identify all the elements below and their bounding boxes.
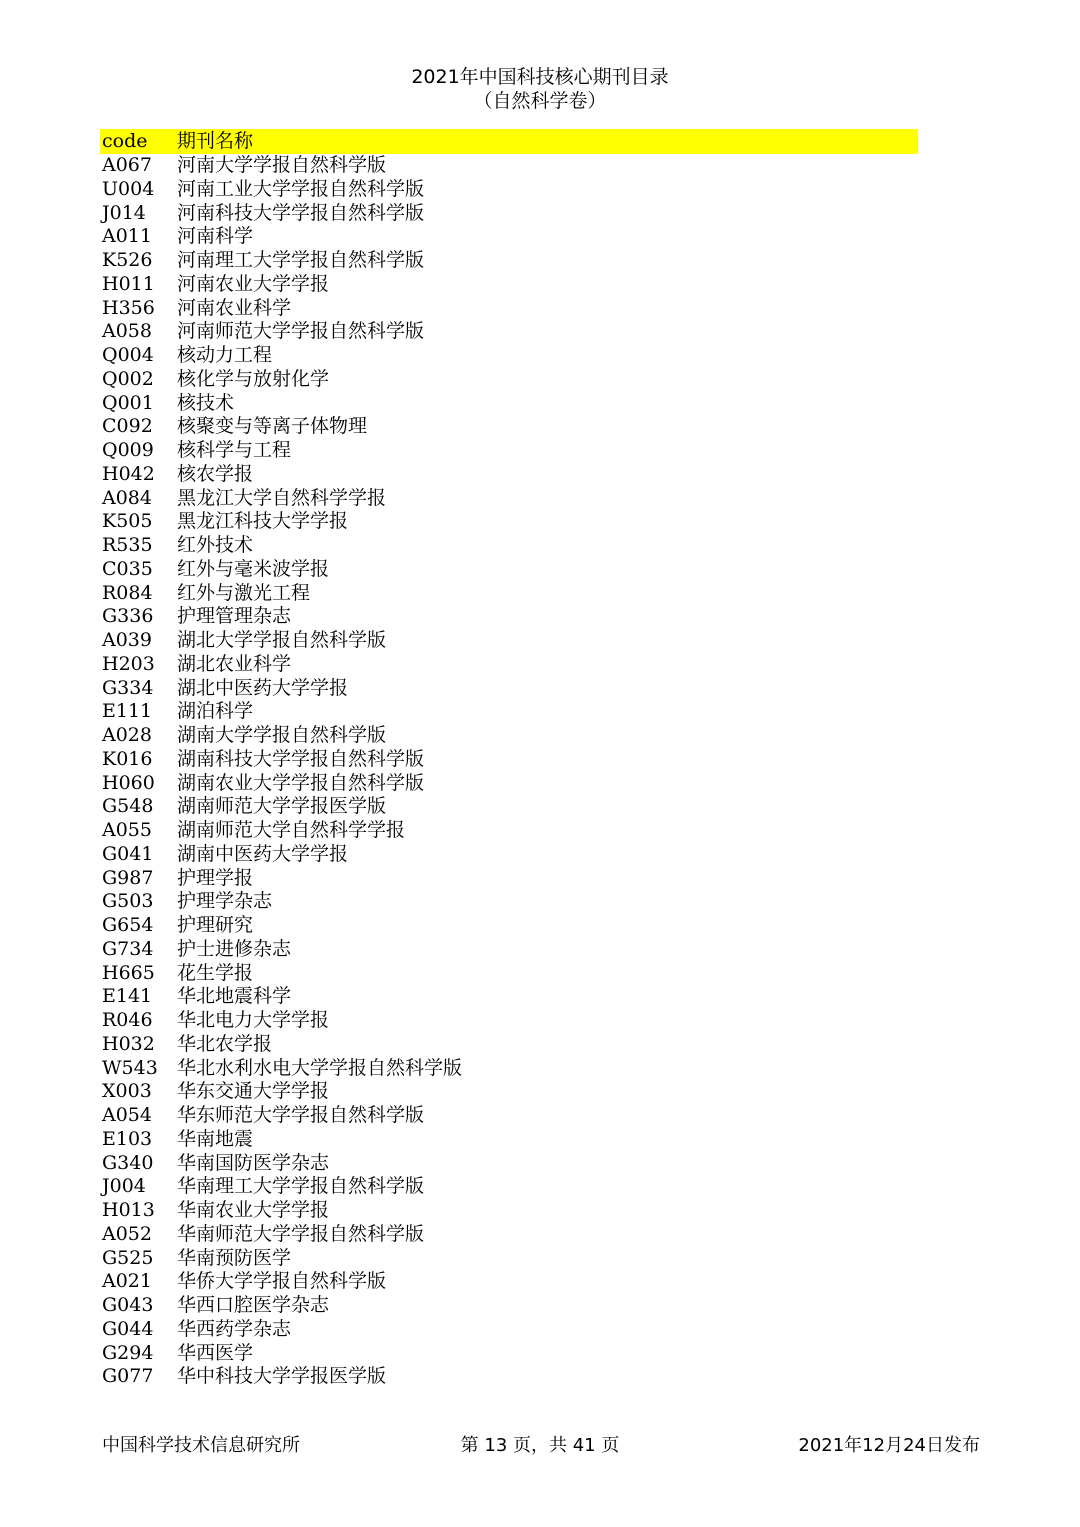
journal-code: G077	[102, 1365, 154, 1388]
table-row	[100, 1080, 918, 1104]
journal-name: 河南农业科学	[177, 296, 292, 319]
table-row	[100, 178, 918, 202]
journal-name: 核聚变与等离子体物理	[177, 415, 368, 438]
journal-name: 河南理工大学学报自然科学版	[177, 249, 425, 271]
table-row	[100, 154, 918, 178]
journal-name: 河南科学	[177, 225, 254, 248]
journal-name: 核化学与放射化学	[177, 367, 330, 390]
table-row	[100, 1152, 918, 1176]
journal-code: A058	[102, 320, 152, 343]
journal-code: A011	[102, 225, 152, 248]
table-header-row	[100, 129, 918, 154]
journal-name: 核动力工程	[177, 344, 273, 366]
journal-name: 黑龙江科技大学学报	[177, 510, 349, 533]
journal-name: 湖南农业大学学报自然科学版	[177, 771, 425, 794]
table-row	[100, 962, 918, 986]
table-row	[100, 724, 918, 748]
journal-name: 湖北农业科学	[177, 652, 292, 675]
journal-code: K505	[102, 510, 153, 533]
journal-name: 华中科技大学学报医学版	[177, 1365, 387, 1388]
journal-name: 红外与激光工程	[177, 581, 311, 604]
journal-name: 华北电力大学学报	[177, 1009, 330, 1031]
table-row	[100, 629, 918, 653]
table-row	[100, 748, 918, 772]
journal-code: G340	[102, 1151, 154, 1174]
journal-table	[100, 129, 918, 1389]
journal-code: A084	[102, 486, 152, 509]
table-row	[100, 225, 918, 249]
table-row	[100, 392, 918, 416]
journal-name: 华西药学杂志	[177, 1317, 292, 1340]
table-row	[100, 1223, 918, 1247]
footer-page-number: 第 13 页，共 41 页	[460, 1435, 620, 1456]
journal-code: H011	[102, 272, 155, 295]
journal-code: G336	[102, 605, 154, 628]
journal-code: E103	[102, 1127, 153, 1150]
table-row	[100, 1175, 918, 1199]
journal-code: R535	[102, 534, 153, 556]
journal-name: 华南预防医学	[177, 1246, 292, 1269]
journal-name: 华南农业大学学报	[177, 1199, 330, 1221]
journal-code: A052	[102, 1222, 152, 1245]
journal-name: 华南理工大学学报自然科学版	[177, 1175, 425, 1198]
page-subtitle: （自然科学卷）	[473, 90, 607, 112]
journal-code: H060	[102, 771, 155, 794]
journal-code: A039	[102, 629, 152, 651]
header-journal-name: 期刊名称	[177, 130, 254, 152]
table-row	[100, 534, 918, 558]
journal-code: A021	[102, 1270, 152, 1293]
journal-code: C035	[102, 557, 153, 580]
journal-name: 护理研究	[177, 914, 254, 936]
journal-name: 核科学与工程	[177, 439, 292, 461]
journal-name: 护理学杂志	[177, 890, 273, 913]
journal-name: 华东交通大学学报	[177, 1080, 330, 1103]
table-row	[100, 558, 918, 582]
journal-name: 华南师范大学学报自然科学版	[177, 1222, 425, 1245]
table-body	[100, 154, 918, 1389]
table-row	[100, 1009, 918, 1033]
journal-code: G525	[102, 1246, 154, 1269]
table-row	[100, 819, 918, 843]
journal-code: G987	[102, 866, 154, 889]
journal-name: 黑龙江大学自然科学学报	[177, 486, 387, 509]
journal-name: 核技术	[177, 391, 235, 414]
journal-name: 华南国防医学杂志	[177, 1151, 330, 1174]
table-row	[100, 1199, 918, 1223]
table-row	[100, 1057, 918, 1081]
table-row	[100, 1033, 918, 1057]
table-row	[100, 1104, 918, 1128]
footer-publish-date: 2021年12月24日发布	[798, 1435, 980, 1456]
journal-code: H013	[102, 1199, 155, 1221]
table-row	[100, 938, 918, 962]
journal-code: G334	[102, 676, 154, 699]
journal-code: R046	[102, 1009, 153, 1031]
journal-code: U004	[102, 177, 155, 200]
journal-code: K016	[102, 747, 153, 770]
journal-code: A067	[102, 154, 152, 176]
journal-name: 华北农学报	[177, 1032, 273, 1055]
journal-code: G734	[102, 937, 154, 960]
table-row	[100, 1342, 918, 1366]
journal-name: 花生学报	[177, 961, 254, 984]
journal-code: Q001	[102, 391, 154, 414]
table-row	[100, 202, 918, 226]
journal-code: Q004	[102, 344, 154, 366]
journal-name: 华西口腔医学杂志	[177, 1294, 330, 1316]
journal-name: 湖北大学学报自然科学版	[177, 629, 387, 651]
table-row	[100, 487, 918, 511]
journal-name: 华南地震	[177, 1127, 254, 1150]
table-row	[100, 677, 918, 701]
journal-code: G043	[102, 1294, 154, 1316]
table-row	[100, 439, 918, 463]
journal-name: 湖北中医药大学学报	[177, 676, 349, 699]
journal-code: Q002	[102, 367, 154, 390]
table-row	[100, 890, 918, 914]
journal-code: E141	[102, 985, 153, 1008]
table-row	[100, 368, 918, 392]
journal-code: X003	[102, 1080, 152, 1103]
journal-code: G654	[102, 914, 154, 936]
journal-code: H042	[102, 462, 155, 485]
journal-name: 湖南大学学报自然科学版	[177, 724, 387, 746]
table-row	[100, 249, 918, 273]
table-row	[100, 700, 918, 724]
table-row	[100, 605, 918, 629]
journal-name: 华东师范大学学报自然科学版	[177, 1104, 425, 1126]
table-row	[100, 273, 918, 297]
journal-name: 核农学报	[177, 462, 254, 485]
journal-code: G044	[102, 1317, 154, 1340]
journal-name: 湖南科技大学学报自然科学版	[177, 747, 425, 770]
page-title: 2021年中国科技核心期刊目录	[411, 66, 669, 88]
journal-code: K526	[102, 249, 153, 271]
journal-code: A054	[102, 1104, 152, 1126]
journal-name: 华北地震科学	[177, 985, 292, 1008]
journal-name: 护理管理杂志	[177, 605, 292, 628]
journal-code: J004	[102, 1175, 146, 1198]
journal-name: 河南工业大学学报自然科学版	[177, 177, 425, 200]
table-row	[100, 1294, 918, 1318]
journal-name: 湖南中医药大学学报	[177, 842, 349, 865]
journal-name: 湖南师范大学自然科学学报	[177, 819, 406, 841]
journal-code: H032	[102, 1032, 155, 1055]
journal-code: A028	[102, 724, 152, 746]
table-row	[100, 985, 918, 1009]
journal-name: 河南农业大学学报	[177, 272, 330, 295]
table-row	[100, 1365, 918, 1389]
journal-code: G503	[102, 890, 154, 913]
table-row	[100, 415, 918, 439]
journal-name: 湖南师范大学学报医学版	[177, 795, 387, 818]
journal-name: 河南师范大学学报自然科学版	[177, 320, 425, 343]
journal-code: Q009	[102, 439, 154, 461]
table-row	[100, 1270, 918, 1294]
journal-code: H356	[102, 296, 155, 319]
table-row	[100, 914, 918, 938]
journal-name: 华西医学	[177, 1341, 254, 1364]
journal-name: 护士进修杂志	[177, 937, 292, 960]
table-row	[100, 463, 918, 487]
table-row	[100, 297, 918, 321]
table-row	[100, 320, 918, 344]
journal-code: R084	[102, 581, 153, 604]
table-row	[100, 344, 918, 368]
table-row	[100, 510, 918, 534]
header-code: code	[102, 130, 148, 152]
journal-code: H203	[102, 652, 155, 675]
journal-code: J014	[102, 201, 146, 224]
table-row	[100, 1247, 918, 1271]
journal-name: 河南科技大学学报自然科学版	[177, 201, 425, 224]
table-row	[100, 867, 918, 891]
journal-name: 护理学报	[177, 866, 254, 889]
journal-code: G041	[102, 842, 154, 865]
journal-name: 华北水利水电大学学报自然科学版	[177, 1056, 463, 1079]
journal-code: A055	[102, 819, 152, 841]
journal-code: C092	[102, 415, 153, 438]
journal-code: H665	[102, 961, 155, 984]
table-row	[100, 772, 918, 796]
journal-code: E111	[102, 700, 153, 723]
table-row	[100, 653, 918, 677]
journal-name: 红外技术	[177, 534, 254, 556]
table-row	[100, 795, 918, 819]
journal-code: W543	[102, 1056, 158, 1079]
table-row	[100, 843, 918, 867]
journal-code: G548	[102, 795, 154, 818]
table-row	[100, 1318, 918, 1342]
footer-institution: 中国科学技术信息研究所	[102, 1435, 300, 1456]
journal-name: 河南大学学报自然科学版	[177, 154, 387, 176]
table-row	[100, 1128, 918, 1152]
table-row	[100, 582, 918, 606]
journal-name: 华侨大学学报自然科学版	[177, 1270, 387, 1293]
journal-code: G294	[102, 1341, 154, 1364]
journal-name: 红外与毫米波学报	[177, 557, 330, 580]
journal-name: 湖泊科学	[177, 700, 254, 723]
